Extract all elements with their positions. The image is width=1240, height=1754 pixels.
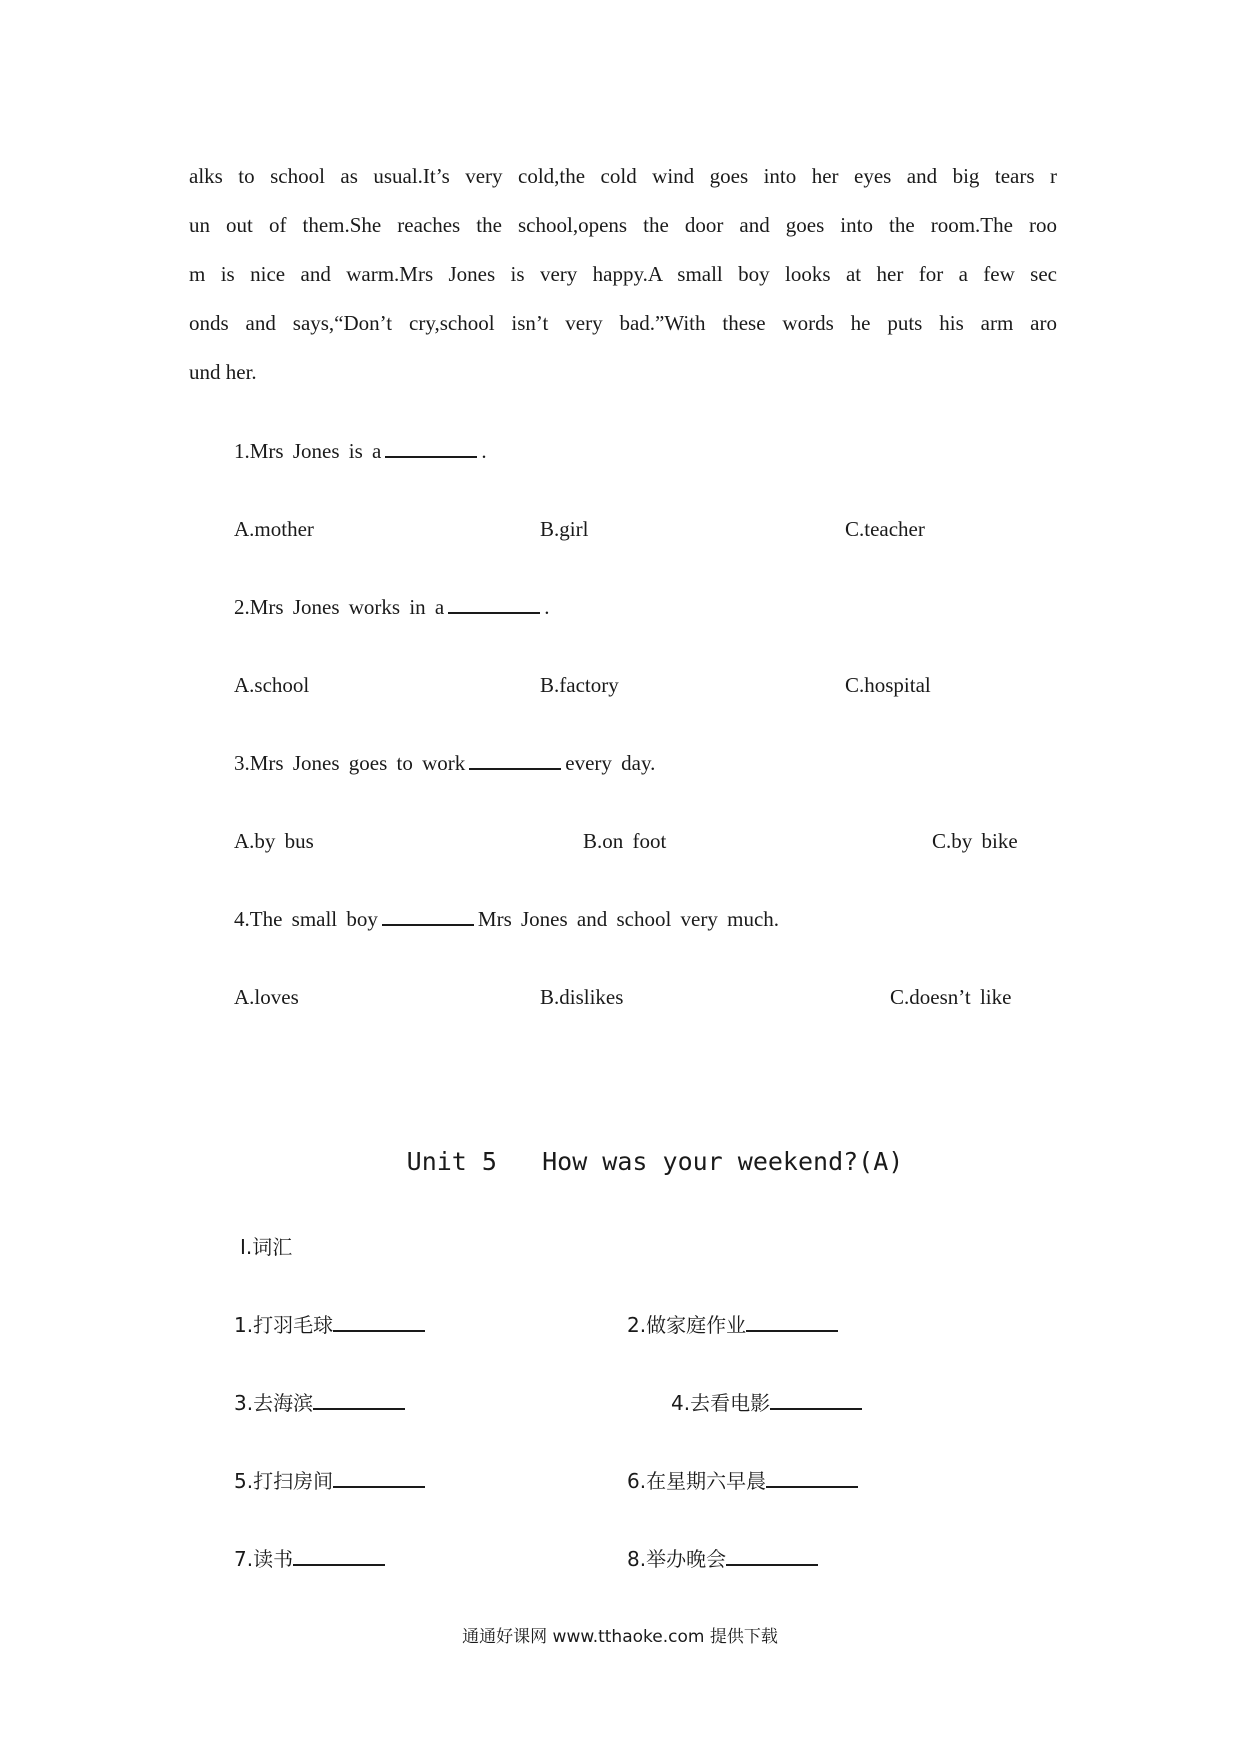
vocab-item bbox=[234, 1544, 385, 1574]
answer-blank[interactable] bbox=[448, 592, 540, 614]
option-c[interactable]: C.hospital bbox=[845, 673, 931, 697]
vocab-prompt: 2.做家庭作业 bbox=[627, 1313, 747, 1337]
option-b[interactable]: B.girl bbox=[540, 517, 589, 541]
question-text-end: every day. bbox=[565, 751, 656, 775]
vocab-item bbox=[671, 1388, 862, 1418]
passage-line: alks to school as usual.It’s very cold,the cold wind goes into her eyes and big tears r bbox=[189, 164, 1057, 188]
answer-blank[interactable] bbox=[382, 904, 474, 926]
vocab-prompt: 5.打扫房间 bbox=[234, 1469, 334, 1493]
answer-blank[interactable] bbox=[385, 436, 477, 458]
option-b[interactable]: B.on foot bbox=[583, 829, 667, 853]
question-text: 1.Mrs Jones is a bbox=[234, 439, 382, 463]
vocab-prompt: 7.读书 bbox=[234, 1547, 294, 1571]
answer-blank[interactable] bbox=[313, 1388, 405, 1410]
vocab-prompt: 1.打羽毛球 bbox=[234, 1313, 334, 1337]
section-heading: Ⅰ.词汇 bbox=[240, 1235, 293, 1259]
passage-line: und her. bbox=[189, 360, 257, 384]
question-text-end: . bbox=[481, 439, 487, 463]
vocab-prompt: 8.举办晚会 bbox=[627, 1547, 727, 1571]
question-4 bbox=[234, 904, 779, 934]
option-a[interactable]: A.school bbox=[234, 673, 310, 697]
option-c[interactable]: C.by bike bbox=[932, 829, 1018, 853]
page-footer: 通通好课网 www.tthaoke.com 提供下载 bbox=[462, 1627, 778, 1647]
option-c[interactable]: C.doesn’t like bbox=[890, 985, 1012, 1009]
passage-line: un out of them.She reaches the school,opens the door and goes into the room.The roo bbox=[189, 213, 1057, 237]
vocab-prompt: 4.去看电影 bbox=[671, 1391, 771, 1415]
vocab-item bbox=[627, 1544, 818, 1574]
answer-blank[interactable] bbox=[293, 1544, 385, 1566]
answer-blank[interactable] bbox=[746, 1310, 838, 1332]
vocab-prompt: 6.在星期六早晨 bbox=[627, 1469, 767, 1493]
question-3 bbox=[234, 748, 655, 778]
passage-line: onds and says,“Don’t cry,school isn’t very bad.”With these words he puts his arm aro bbox=[189, 311, 1057, 335]
question-text: 4.The small boy bbox=[234, 907, 378, 931]
answer-blank[interactable] bbox=[766, 1466, 858, 1488]
question-text: 3.Mrs Jones goes to work bbox=[234, 751, 466, 775]
passage-line: m is nice and warm.Mrs Jones is very happy.A small boy looks at her for a few sec bbox=[189, 262, 1057, 286]
option-c[interactable]: C.teacher bbox=[845, 517, 925, 541]
vocab-prompt: 3.去海滨 bbox=[234, 1391, 314, 1415]
option-b[interactable]: B.dislikes bbox=[540, 985, 624, 1009]
question-text-end: Mrs Jones and school very much. bbox=[477, 907, 780, 931]
vocab-item bbox=[627, 1466, 858, 1496]
vocab-item bbox=[234, 1310, 425, 1340]
option-a[interactable]: A.loves bbox=[234, 985, 299, 1009]
vocab-item bbox=[627, 1310, 838, 1340]
question-text-end: . bbox=[544, 595, 550, 619]
vocab-item bbox=[234, 1466, 425, 1496]
question-1 bbox=[234, 436, 487, 466]
answer-blank[interactable] bbox=[333, 1310, 425, 1332]
option-a[interactable]: A.by bus bbox=[234, 829, 314, 853]
unit-title: Unit 5 How was your weekend?(A) bbox=[406, 1147, 904, 1176]
option-b[interactable]: B.factory bbox=[540, 673, 619, 697]
option-a[interactable]: A.mother bbox=[234, 517, 314, 541]
question-2 bbox=[234, 592, 550, 622]
answer-blank[interactable] bbox=[770, 1388, 862, 1410]
answer-blank[interactable] bbox=[333, 1466, 425, 1488]
answer-blank[interactable] bbox=[469, 748, 561, 770]
vocab-item bbox=[234, 1388, 405, 1418]
question-text: 2.Mrs Jones works in a bbox=[234, 595, 445, 619]
answer-blank[interactable] bbox=[726, 1544, 818, 1566]
